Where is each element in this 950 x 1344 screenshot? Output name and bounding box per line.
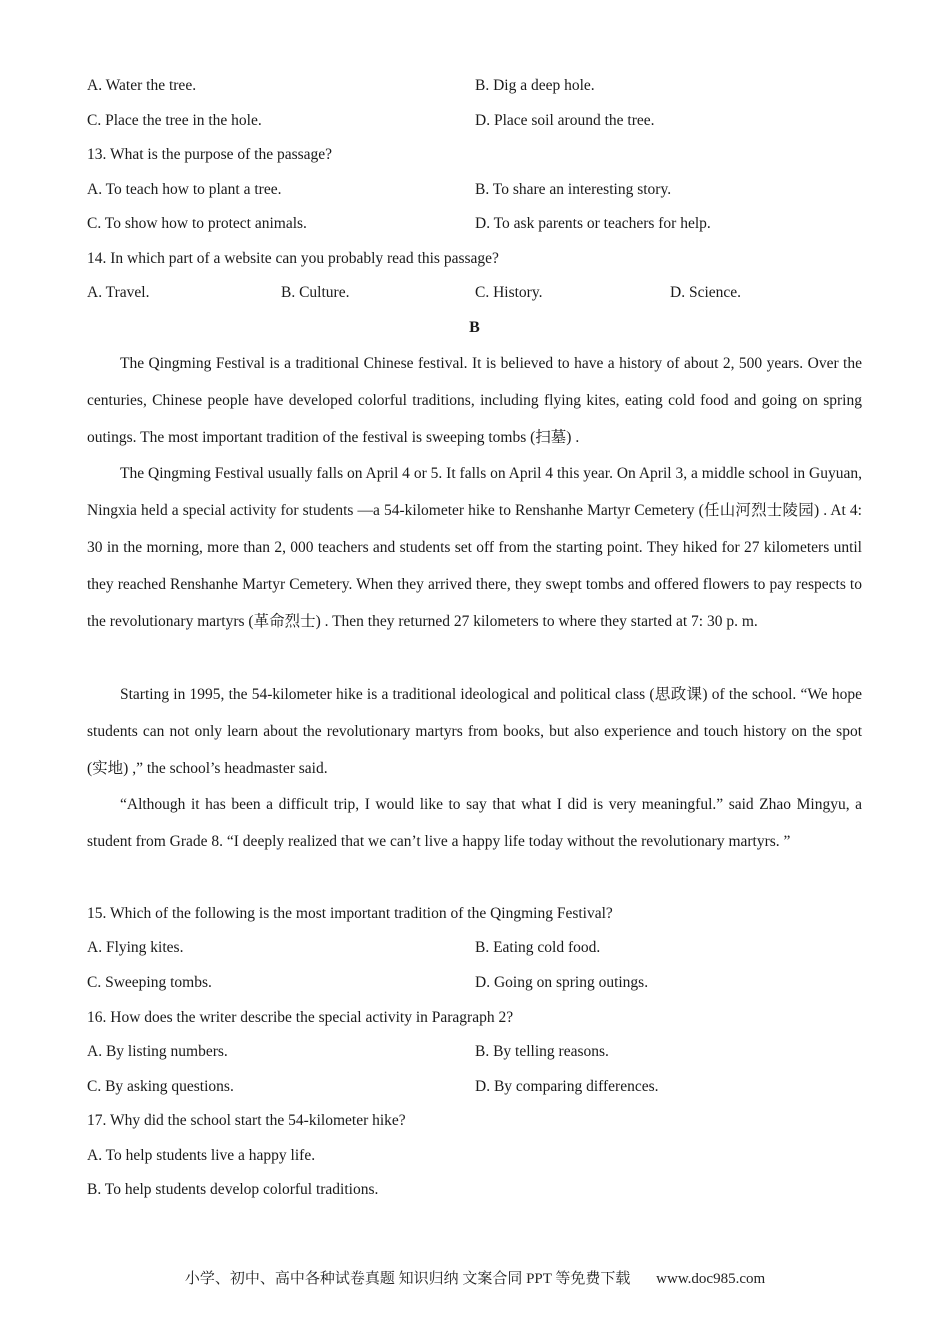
- q14-stem: 14. In which part of a website can you probably read this passage?: [87, 250, 499, 267]
- q17-option-a: A. To help students live a happy life.: [87, 1147, 316, 1164]
- q13-options-row-1: [87, 180, 862, 200]
- passage-paragraph-1-text: The Qingming Festival is a traditional Chinese festival. It is believed to have a history of about 2, 500 years. Over the centuries, Chinese people have developed colorful traditions, including flying kites, eating cold food and going on spring outings. The most important tradition of the festival is sweeping tombs (扫墓) .: [87, 355, 862, 446]
- q16-option-c: C. By asking questions.: [87, 1078, 234, 1095]
- q15-option-c: C. Sweeping tombs.: [87, 974, 212, 991]
- q13-option-a: A. To teach how to plant a tree.: [87, 181, 282, 198]
- q15-stem: 15. Which of the following is the most important tradition of the Qingming Festival?: [87, 905, 613, 922]
- q12-option-d: D. Place soil around the tree.: [475, 112, 655, 129]
- q15-option-a: A. Flying kites.: [87, 939, 184, 956]
- q16-stem: 16. How does the writer describe the special activity in Paragraph 2?: [87, 1009, 514, 1026]
- passage-paragraph-1: [87, 345, 862, 456]
- q13-options-row-2: [87, 214, 862, 234]
- footer-site-link[interactable]: www.doc985.com: [656, 1271, 766, 1287]
- footer-description: 小学、初中、高中各种试卷真题 知识归纳 文案合同 PPT 等免费下载: [184, 1271, 631, 1287]
- q16-option-b: B. By telling reasons.: [475, 1043, 609, 1060]
- passage-paragraph-4-text: “Although it has been a difficult trip, I would like to say that what I did is very meaningful.” said Zhao Mingyu, a student from Grade 8. “I deeply realized that we can’t live a happy life today without the revolutionary martyrs. ”: [87, 796, 862, 850]
- q12-options-row-2: [87, 111, 862, 131]
- q15-options-row-1: [87, 938, 862, 958]
- q13-option-d: D. To ask parents or teachers for help.: [475, 215, 711, 232]
- q16-options-row-1: [87, 1042, 862, 1062]
- q13-option-b: B. To share an interesting story.: [475, 181, 672, 198]
- q13-option-c: C. To show how to protect animals.: [87, 215, 307, 232]
- q12-option-b: B. Dig a deep hole.: [475, 77, 595, 94]
- passage-paragraph-2: [87, 455, 862, 640]
- q15-option-d: D. Going on spring outings.: [475, 974, 649, 991]
- q15-option-b: B. Eating cold food.: [475, 939, 601, 956]
- q14-option-c: C. History.: [475, 284, 543, 301]
- q13-stem: 13. What is the purpose of the passage?: [87, 146, 333, 163]
- q12-option-a: A. Water the tree.: [87, 77, 197, 94]
- q12-options-row-1: [87, 76, 862, 96]
- passage-paragraph-4: [87, 786, 862, 860]
- q16-options-row-2: [87, 1077, 862, 1097]
- section-b-heading: B: [469, 319, 480, 336]
- q14-option-a: A. Travel.: [87, 284, 150, 301]
- q16-option-d: D. By comparing differences.: [475, 1078, 659, 1095]
- q14-option-b: B. Culture.: [281, 284, 350, 301]
- q14-options-row: [87, 283, 862, 303]
- passage-paragraph-3: [87, 676, 862, 787]
- page-footer: [0, 1268, 950, 1290]
- q15-options-row-2: [87, 973, 862, 993]
- passage-paragraph-3-text: Starting in 1995, the 54-kilometer hike is a traditional ideological and political class (思政课) of the school. “We hope students can not only learn about the revolutionary martyrs from books, but also experience and touch history on the spot (实地) ,” the school’s headmaster said.: [87, 686, 862, 777]
- passage-paragraph-2-text: The Qingming Festival usually falls on April 4 or 5. It falls on April 4 this year. On April 3, a middle school in Guyuan, Ningxia held a special activity for students —a 54-kilometer hike to Renshanhe Martyr Cemetery (任山河烈士陵园) . At 4: 30 in the morning, more than 2, 000 teachers and students set off from the starting point. They hiked for 27 kilometers until they reached Renshanhe Martyr Cemetery. When they arrived there, they swept tombs and offered flowers to pay respects to the revolutionary martyrs (革命烈士) . Then they returned 27 kilometers to where they started at 7: 30 p. m.: [87, 465, 862, 630]
- q14-option-d: D. Science.: [670, 284, 742, 301]
- q17-stem: 17. Why did the school start the 54-kilometer hike?: [87, 1112, 406, 1129]
- q17-option-b: B. To help students develop colorful traditions.: [87, 1181, 379, 1198]
- q16-option-a: A. By listing numbers.: [87, 1043, 228, 1060]
- q12-option-c: C. Place the tree in the hole.: [87, 112, 262, 129]
